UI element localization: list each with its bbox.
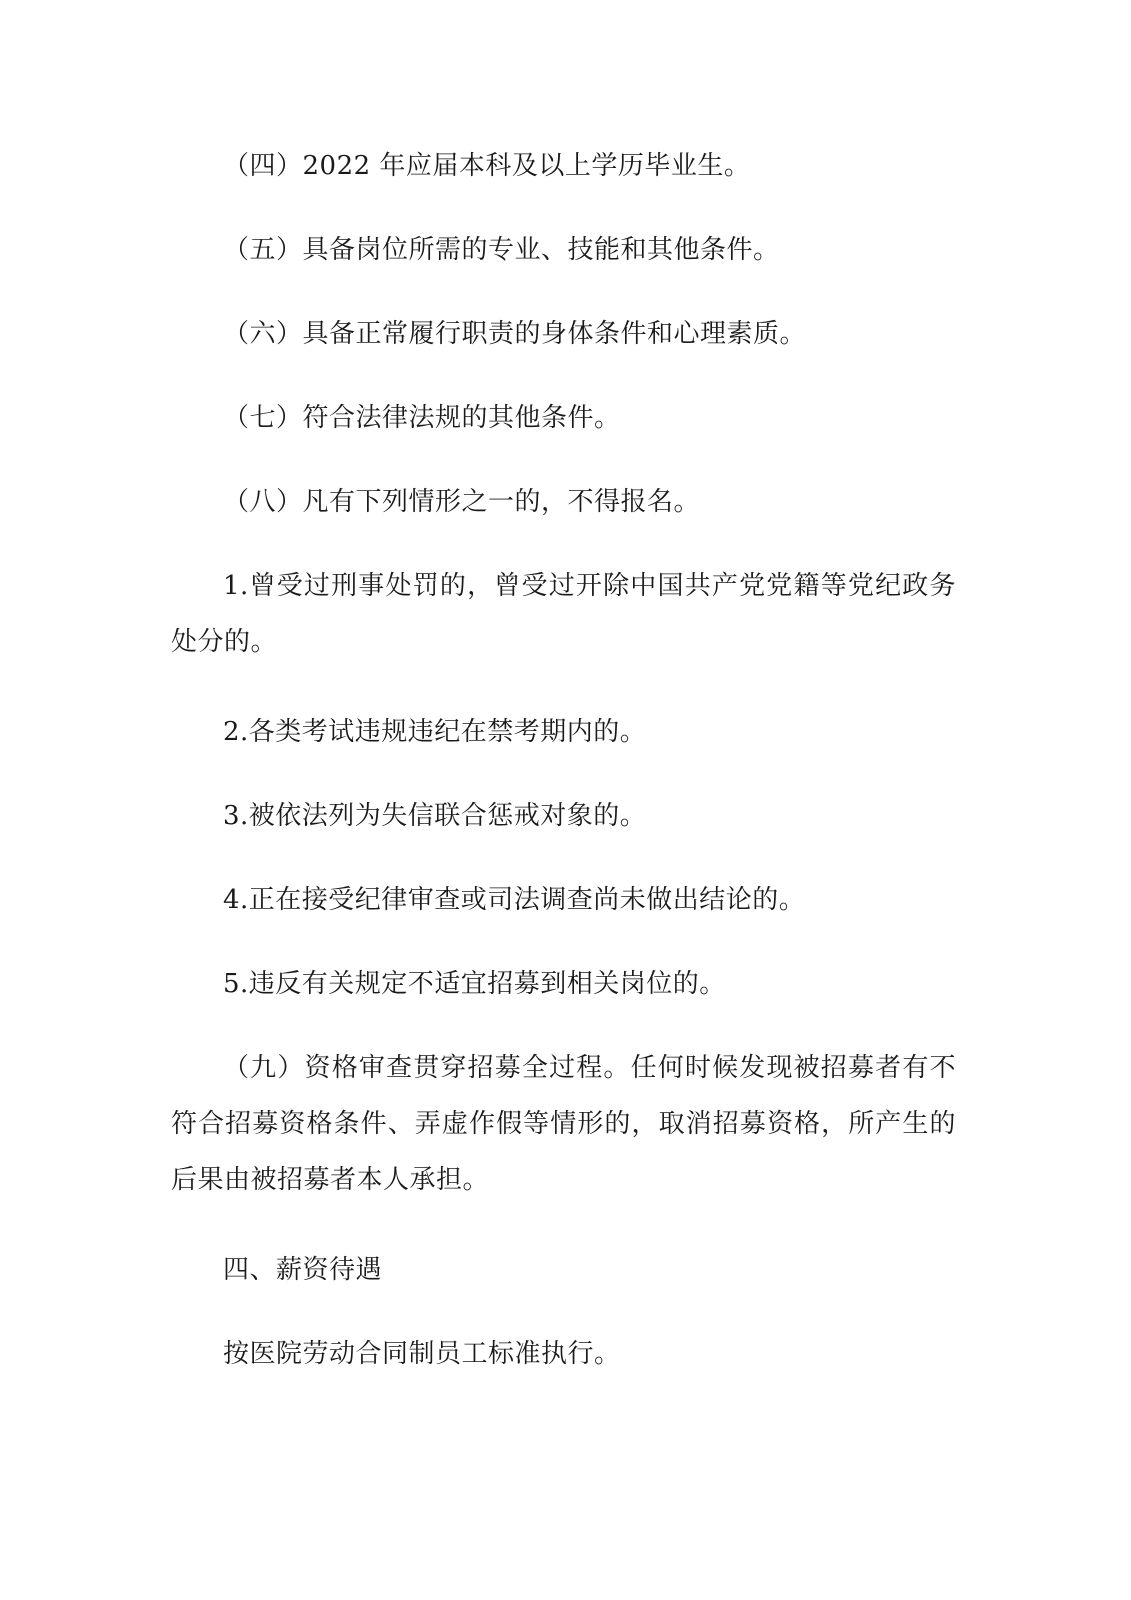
paragraph-item-6: （六）具备正常履行职责的身体条件和心理素质。	[223, 319, 807, 349]
list-item-5: 5.违反有关规定不适宜招募到相关岗位的。	[223, 969, 726, 999]
paragraph-item-9: （九）资格审查贯穿招募全过程。任何时候发现被招募者有不符合招募资格条件、弄虚作假等情形的，取消招募资格，所产生的后果由被招募者本人承担。	[171, 1053, 956, 1195]
list-item-1: 1.曾受过刑事处罚的，曾受过开除中国共产党党籍等党纪政务处分的。	[171, 571, 956, 657]
section-heading-salary: 四、薪资待遇	[223, 1255, 383, 1285]
list-item-4: 4.正在接受纪律审查或司法调查尚未做出结论的。	[223, 885, 806, 915]
paragraph-item-5: （五）具备岗位所需的专业、技能和其他条件。	[223, 235, 780, 265]
list-item-3: 3.被依法列为失信联合惩戒对象的。	[223, 801, 647, 831]
document-body	[171, 138, 956, 1410]
salary-paragraph: 按医院劳动合同制员工标准执行。	[223, 1339, 621, 1369]
list-item-2: 2.各类考试违规违纪在禁考期内的。	[223, 717, 647, 747]
paragraph-item-8: （八）凡有下列情形之一的，不得报名。	[223, 487, 701, 517]
paragraph-item-7: （七）符合法律法规的其他条件。	[223, 403, 621, 433]
paragraph-item-4: （四）2022 年应届本科及以上学历毕业生。	[223, 151, 751, 181]
